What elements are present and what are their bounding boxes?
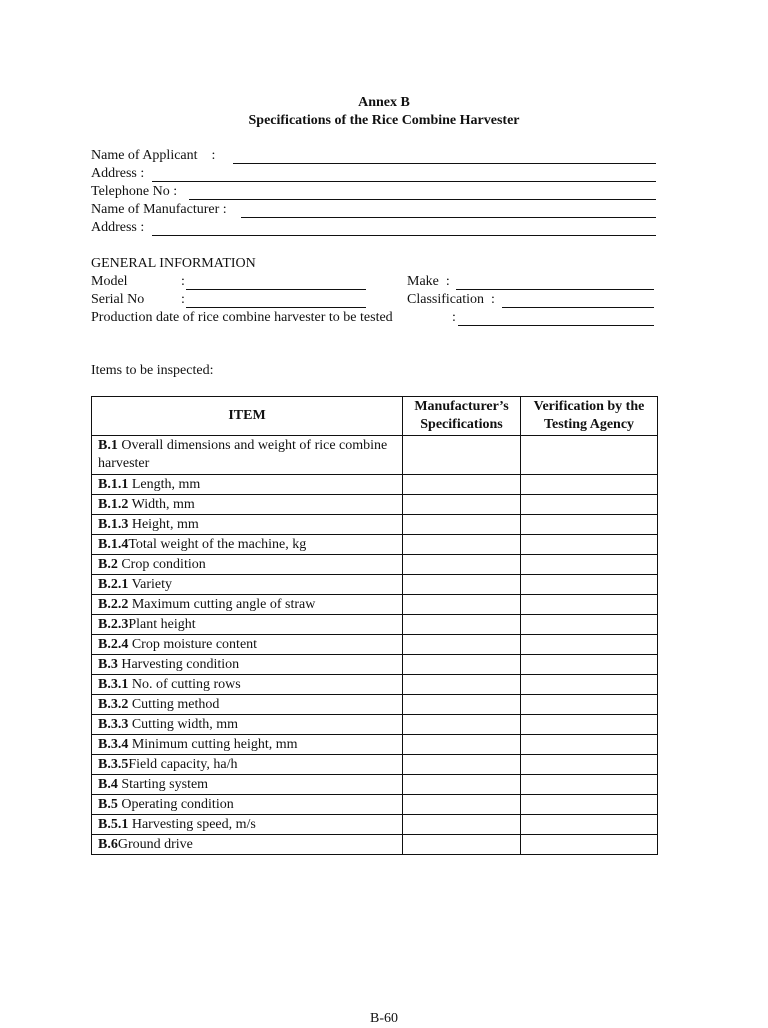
manufacturer-spec-cell[interactable] — [403, 715, 521, 735]
manufacturer-spec-cell[interactable] — [403, 635, 521, 655]
item-description: Crop moisture content — [128, 637, 258, 652]
table-row — [92, 535, 658, 555]
verification-cell[interactable] — [521, 835, 658, 855]
item-description: Starting system — [117, 777, 209, 792]
item-cell — [92, 675, 403, 695]
manufacturer-spec-cell[interactable] — [403, 555, 521, 575]
table-row — [92, 655, 658, 675]
item-description: Variety — [128, 577, 173, 592]
item-cell — [92, 835, 403, 855]
item-code: B.4 — [98, 777, 118, 792]
verification-cell[interactable] — [521, 515, 658, 535]
item-description: Crop condition — [117, 557, 206, 572]
item-cell — [92, 755, 403, 775]
table-row — [92, 695, 658, 715]
serial-field[interactable] — [186, 307, 366, 308]
telephone-field[interactable] — [189, 199, 656, 200]
item-description: Field capacity, ha/h — [128, 757, 238, 772]
classification-label: Classification : — [407, 292, 495, 307]
model-colon: : — [181, 274, 185, 289]
manufacturer-spec-cell[interactable] — [403, 655, 521, 675]
item-description: Cutting method — [128, 697, 220, 712]
item-code: B.1.3 — [98, 517, 129, 532]
production-date-label: Production date of rice combine harvester to be tested — [91, 310, 393, 325]
item-code: B.3.4 — [98, 737, 129, 752]
verification-cell[interactable] — [521, 635, 658, 655]
verification-cell[interactable] — [521, 436, 658, 475]
manufacturer-spec-cell[interactable] — [403, 795, 521, 815]
applicant-address-field[interactable] — [152, 181, 656, 182]
page-number: B-60 — [370, 1011, 398, 1026]
item-code: B.1 — [98, 438, 118, 453]
item-code: B.1.1 — [98, 477, 129, 492]
item-description: Overall dimensions and weight of rice combine harvester — [98, 438, 391, 471]
item-description: Harvesting speed, m/s — [128, 817, 256, 832]
header-manufacturer-specifications: Manufacturer’s Specifications — [403, 397, 521, 436]
manufacturer-spec-cell[interactable] — [403, 735, 521, 755]
manufacturer-address-field[interactable] — [152, 235, 656, 236]
applicant-name-label: Name of Applicant : — [91, 148, 216, 163]
table-row — [92, 595, 658, 615]
items-intro: Items to be inspected: — [91, 363, 214, 378]
table-row — [92, 495, 658, 515]
item-code: B.2.1 — [98, 577, 129, 592]
item-description: Harvesting condition — [117, 657, 240, 672]
item-code: B.3.5 — [98, 757, 129, 772]
table-row — [92, 775, 658, 795]
item-code: B.3.1 — [98, 677, 129, 692]
make-field[interactable] — [456, 289, 654, 290]
item-code: B.2.4 — [98, 637, 129, 652]
verification-cell[interactable] — [521, 755, 658, 775]
item-code: B.5 — [98, 797, 118, 812]
table-row — [92, 635, 658, 655]
item-description: Length, mm — [128, 477, 201, 492]
item-description: Total weight of the machine, kg — [128, 537, 307, 552]
item-code: B.5.1 — [98, 817, 129, 832]
item-code: B.2.2 — [98, 597, 129, 612]
item-cell — [92, 555, 403, 575]
item-cell — [92, 695, 403, 715]
verification-cell[interactable] — [521, 735, 658, 755]
item-code: B.1.4 — [98, 537, 129, 552]
manufacturer-address-label: Address : — [91, 220, 145, 235]
item-cell — [92, 475, 403, 495]
table-row — [92, 436, 658, 475]
table-row — [92, 555, 658, 575]
item-cell — [92, 515, 403, 535]
header-verification: Verification by the Testing Agency — [521, 397, 658, 436]
manufacturer-spec-cell[interactable] — [403, 515, 521, 535]
item-cell — [92, 795, 403, 815]
verification-cell[interactable] — [521, 495, 658, 515]
item-description: Plant height — [128, 617, 196, 632]
table-row — [92, 575, 658, 595]
manufacturer-spec-cell[interactable] — [403, 615, 521, 635]
table-row — [92, 475, 658, 495]
item-code: B.3.3 — [98, 717, 129, 732]
item-description: Minimum cutting height, mm — [128, 737, 298, 752]
verification-cell[interactable] — [521, 615, 658, 635]
manufacturer-spec-cell[interactable] — [403, 495, 521, 515]
verification-cell[interactable] — [521, 475, 658, 495]
model-field[interactable] — [186, 289, 366, 290]
verification-cell[interactable] — [521, 715, 658, 735]
verification-cell[interactable] — [521, 555, 658, 575]
item-cell — [92, 535, 403, 555]
verification-cell[interactable] — [521, 535, 658, 555]
item-description: Height, mm — [128, 517, 199, 532]
verification-cell[interactable] — [521, 695, 658, 715]
item-description: Cutting width, mm — [128, 717, 239, 732]
manufacturer-spec-cell[interactable] — [403, 755, 521, 775]
item-cell — [92, 655, 403, 675]
manufacturer-spec-cell[interactable] — [403, 835, 521, 855]
table-row — [92, 675, 658, 695]
serial-colon: : — [181, 292, 185, 307]
item-cell — [92, 595, 403, 615]
item-cell — [92, 575, 403, 595]
item-code: B.6 — [98, 837, 118, 852]
table-row — [92, 735, 658, 755]
table-row — [92, 715, 658, 735]
document-title: Specifications of the Rice Combine Harvester — [248, 113, 520, 128]
item-code: B.2 — [98, 557, 118, 572]
item-code: B.2.3 — [98, 617, 129, 632]
manufacturer-spec-cell[interactable] — [403, 535, 521, 555]
manufacturer-spec-cell[interactable] — [403, 675, 521, 695]
verification-cell[interactable] — [521, 795, 658, 815]
item-code: B.1.2 — [98, 497, 129, 512]
item-cell — [92, 436, 403, 475]
item-cell — [92, 775, 403, 795]
table-row — [92, 515, 658, 535]
serial-label: Serial No — [91, 292, 145, 307]
specification-table — [91, 396, 658, 855]
production-date-colon: : — [452, 310, 456, 325]
telephone-label: Telephone No : — [91, 184, 178, 199]
table-header-row — [92, 397, 658, 436]
item-description: Operating condition — [117, 797, 234, 812]
annex-title: Annex B — [358, 95, 410, 110]
make-label: Make : — [407, 274, 450, 289]
manufacturer-name-field[interactable] — [241, 217, 656, 218]
table-row — [92, 815, 658, 835]
table-row — [92, 795, 658, 815]
manufacturer-spec-cell[interactable] — [403, 775, 521, 795]
item-cell — [92, 635, 403, 655]
production-date-field[interactable] — [458, 325, 654, 326]
general-information-heading: GENERAL INFORMATION — [91, 256, 256, 271]
manufacturer-spec-cell[interactable] — [403, 595, 521, 615]
model-label: Model — [91, 274, 128, 289]
manufacturer-spec-cell[interactable] — [403, 475, 521, 495]
item-description: Maximum cutting angle of straw — [128, 597, 316, 612]
applicant-name-field[interactable] — [233, 163, 656, 164]
item-cell — [92, 495, 403, 515]
verification-cell[interactable] — [521, 655, 658, 675]
item-description: Ground drive — [117, 837, 193, 852]
manufacturer-spec-cell[interactable] — [403, 436, 521, 475]
verification-cell[interactable] — [521, 575, 658, 595]
manufacturer-spec-cell[interactable] — [403, 575, 521, 595]
item-cell — [92, 715, 403, 735]
item-cell — [92, 815, 403, 835]
verification-cell[interactable] — [521, 815, 658, 835]
manufacturer-spec-cell[interactable] — [403, 815, 521, 835]
manufacturer-spec-cell[interactable] — [403, 695, 521, 715]
manufacturer-name-label: Name of Manufacturer : — [91, 202, 227, 217]
applicant-address-label: Address : — [91, 166, 145, 181]
table-row — [92, 615, 658, 635]
table-row — [92, 755, 658, 775]
item-description: Width, mm — [128, 497, 195, 512]
item-code: B.3 — [98, 657, 118, 672]
classification-field[interactable] — [502, 307, 654, 308]
verification-cell[interactable] — [521, 595, 658, 615]
item-cell — [92, 735, 403, 755]
item-description: No. of cutting rows — [128, 677, 241, 692]
verification-cell[interactable] — [521, 675, 658, 695]
item-code: B.3.2 — [98, 697, 129, 712]
table-row — [92, 835, 658, 855]
item-cell — [92, 615, 403, 635]
verification-cell[interactable] — [521, 775, 658, 795]
header-item: ITEM — [92, 397, 403, 436]
